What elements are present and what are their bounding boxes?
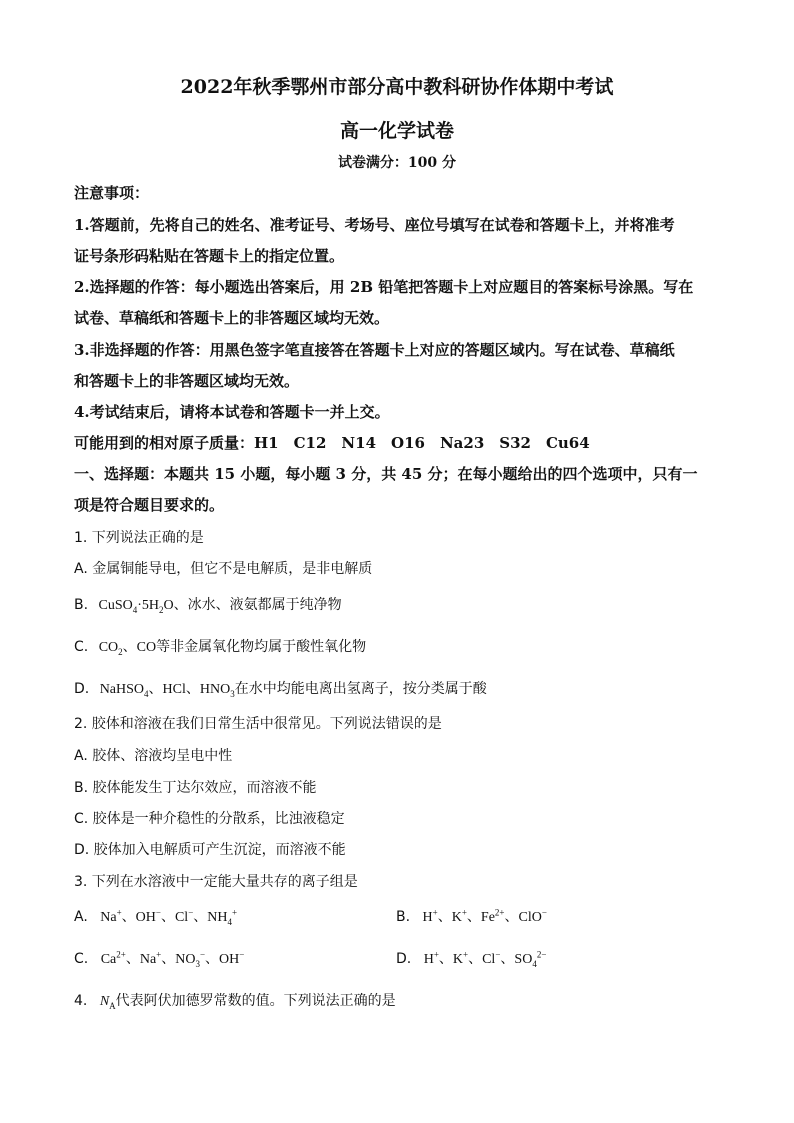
ions-c: $Ca^{2+}$、Na+、$NO_3^-$、OH−: [100, 949, 245, 969]
note-1-line-2: 证号条形码粘贴在答题卡上的指定位置。: [74, 247, 345, 265]
section-heading-line-1: 一、选择题：本题共 15 小题，每小题 3 分，共 45 分；在每小题给出的四个选项中，只有一: [74, 465, 698, 483]
formula-co2-co: $CO_2$、CO: [98, 640, 157, 657]
note-1-line-1: 1.答题前，先将自己的姓名、准考证号、考场号、座位号填写在试卷和答题卡上，并将准考: [74, 216, 675, 234]
q1-option-b: B. $CuSO_4\cdot 5H_2O$、冰水、液氨都属于纯净物: [74, 597, 342, 615]
q3-option-c: C. $Ca^{2+}$、Na+、$NO_3^-$、OH−: [74, 949, 245, 969]
q3-stem: 3. 下列在水溶液中一定能大量共存的离子组是: [74, 874, 358, 890]
q3-option-a: A. Na+、OH−、Cl−、$NH_4^+$: [74, 907, 238, 927]
q2-option-a: A. 胶体、溶液均呈电中性: [74, 748, 233, 764]
note-2-line-1: 2.选择题的作答：每小题选出答案后，用 2B 铅笔把答题卡上对应题目的答案标号涂黑。写在: [74, 278, 694, 296]
q1-option-a: A. 金属铜能导电，但它不是电解质，是非电解质: [74, 561, 373, 577]
ions-d: H+、K+、Cl−、$SO_4^{2-}$: [423, 949, 547, 969]
exam-score: 试卷满分：100 分: [337, 155, 457, 171]
formula-na: $N_A$: [99, 994, 116, 1011]
q3-option-b: B. H+、K+、$Fe^{2+}$、ClO−: [396, 907, 547, 925]
ions-a: Na+、OH−、Cl−、$NH_4^+$: [100, 907, 238, 927]
q2-option-c: C. 胶体是一种介稳性的分散系，比浊液稳定: [74, 811, 345, 827]
q3-option-d: D. H+、K+、Cl−、$SO_4^{2-}$: [396, 949, 547, 969]
note-4: 4.考试结束后，请将本试卷和答题卡一并上交。: [74, 403, 390, 421]
exam-title: 2022年秋季鄂州市部分高中教科研协作体期中考试: [180, 76, 614, 98]
formula-acids: NaHSO$_4$、HCl、$HNO_3$: [99, 682, 235, 699]
note-2-line-2: 试卷、草稿纸和答题卡上的非答题区域均无效。: [74, 309, 390, 327]
q2-option-b: B. 胶体能发生丁达尔效应，而溶液不能: [74, 780, 317, 796]
q2-stem: 2. 胶体和溶液在我们日常生活中很常见。下列说法错误的是: [74, 716, 442, 732]
q1-option-c: C. $CO_2$、CO等非金属氧化物均属于酸性氧化物: [74, 639, 367, 657]
q4-stem: 4. $N_A$代表阿伏加德罗常数的值。下列说法正确的是: [74, 993, 396, 1011]
section-heading-line-2: 项是符合题目要求的。: [74, 496, 225, 514]
ions-b: H+、K+、$Fe^{2+}$、ClO−: [422, 907, 547, 925]
note-3-line-1: 3.非选择题的作答：用黑色签字笔直接答在答题卡上对应的答题区域内。写在试卷、草稿纸: [74, 341, 675, 359]
q2-option-d: D. 胶体加入电解质可产生沉淀，而溶液不能: [74, 842, 346, 858]
atomic-masses: 可能用到的相对原子质量：H1 C12 N14 O16 Na23 S32 Cu64: [74, 434, 590, 452]
exam-subtitle: 高一化学试卷: [339, 120, 454, 142]
q1-option-d: D. NaHSO$_4$、HCl、$HNO_3$在水中均能电离出氢离子，按分类属于酸: [74, 681, 487, 699]
q1-stem: 1. 下列说法正确的是: [74, 530, 204, 546]
formula-cuso4-5h2o: $CuSO_4\cdot 5H_2O$: [98, 598, 174, 615]
notes-heading: 注意事项：: [74, 184, 150, 202]
note-3-line-2: 和答题卡上的非答题区域均无效。: [74, 372, 300, 390]
